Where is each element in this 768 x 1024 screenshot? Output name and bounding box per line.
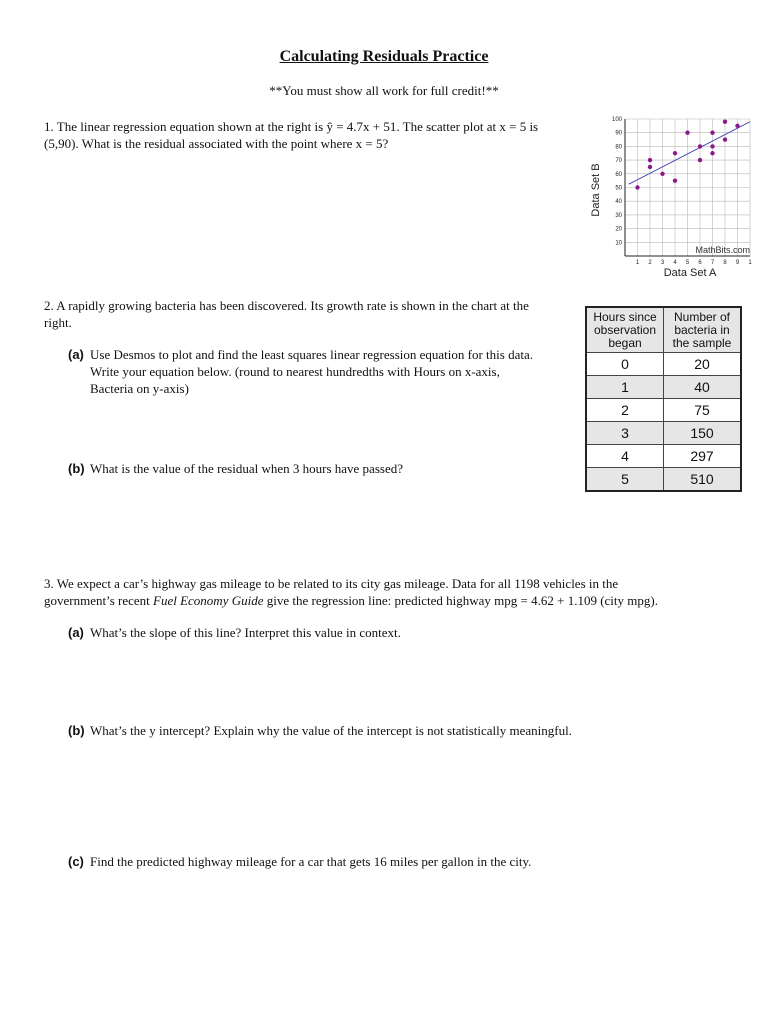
table-cell: 2	[586, 399, 664, 422]
data-point	[723, 120, 727, 124]
question-3-part-c	[68, 853, 748, 870]
chart-grid	[625, 119, 750, 256]
question-1	[44, 118, 574, 152]
y-tick-label: 80	[615, 144, 622, 151]
table-cell: 0	[586, 353, 664, 376]
table-cell: 75	[664, 399, 742, 422]
fuel-economy-guide-title: Fuel Economy Guide	[153, 593, 264, 608]
data-point	[673, 151, 677, 155]
part-a-text: What’s the slope of this line? Interpret this value in context.	[90, 625, 401, 640]
y-tick-label: 40	[615, 199, 622, 206]
y-tick-labels	[612, 117, 623, 246]
x-tick-label: 3	[660, 260, 665, 266]
question-1-line-1: 1. The linear regression equation shown at the right is ŷ = 4.7x + 51. The scatter plot at x = 5 is	[44, 119, 539, 134]
table-cell: 297	[664, 445, 742, 468]
y-tick-label: 10	[615, 240, 622, 247]
part-a-line-2: Write your equation below. (round to nearest hundredths with Hours on x-axis,	[90, 364, 500, 379]
column-header-bacteria: Number of bacteria in the sample	[664, 307, 742, 353]
data-point	[660, 172, 664, 176]
part-b-text: What’s the y intercept? Explain why the value of the intercept is not statistically meaningful.	[90, 723, 572, 738]
question-3-part-b	[68, 722, 748, 739]
question-3-line-1: 3. We expect a car’s highway gas mileage to be related to its city gas mileage. Data for all 1198 vehicles in the	[44, 576, 619, 591]
table-cell: 150	[664, 422, 742, 445]
data-point	[710, 131, 714, 135]
y-tick-label: 100	[611, 117, 622, 123]
question-2-part-a	[68, 346, 568, 397]
bacteria-table	[585, 306, 742, 492]
x-tick-label: 7	[710, 260, 715, 266]
y-tick-label: 50	[615, 185, 622, 192]
x-tick-label: 1	[748, 260, 752, 266]
data-point	[648, 165, 652, 169]
scatter-plot	[585, 112, 757, 282]
part-b-tag: (b)	[68, 461, 85, 476]
part-b-tag: (b)	[68, 723, 85, 738]
question-3-line-2	[44, 592, 744, 609]
x-tick-label: 5	[685, 260, 690, 266]
table-cell: 20	[664, 353, 742, 376]
part-c-text: Find the predicted highway mileage for a car that gets 16 miles per gallon in the city.	[90, 854, 532, 869]
part-a-line-3: Bacteria on y-axis)	[90, 381, 189, 396]
part-a-tag: (a)	[68, 347, 84, 362]
regression-line	[629, 122, 750, 184]
question-3-line-2-end: give the regression line: predicted highway mpg = 4.62 + 1.109 (city mpg).	[263, 593, 658, 608]
table-cell: 5	[586, 468, 664, 492]
question-3-line-2-start: government’s recent	[44, 593, 154, 608]
data-point	[698, 158, 702, 162]
data-point	[735, 124, 739, 128]
question-1-line-2: (5,90). What is the residual associated with the point where x = 5?	[44, 136, 389, 151]
question-2-line-1: 2. A rapidly growing bacteria has been discovered. Its growth rate is shown in the chart at the	[44, 298, 529, 313]
page-title: Calculating Residuals Practice	[279, 48, 489, 65]
question-2-line-2: right.	[44, 315, 72, 330]
data-point	[685, 131, 689, 135]
data-point	[648, 158, 652, 162]
y-axis-label: Data Set B	[590, 163, 602, 217]
y-tick-label: 70	[615, 158, 622, 165]
x-tick-labels	[636, 260, 753, 266]
data-point	[635, 185, 639, 189]
y-tick-label: 30	[615, 212, 622, 219]
x-tick-label: 1	[635, 260, 640, 266]
part-b-text: What is the value of the residual when 3 hours have passed?	[90, 461, 403, 476]
x-axis-label: Data Set A	[663, 267, 717, 279]
instructions: **You must show all work for full credit!**	[269, 83, 499, 98]
data-point	[698, 144, 702, 148]
question-3	[44, 575, 744, 609]
data-point	[710, 151, 714, 155]
part-a-tag: (a)	[68, 625, 84, 640]
question-2	[44, 297, 574, 331]
table-cell: 1	[586, 376, 664, 399]
column-header-hours: Hours since observation began	[586, 307, 664, 353]
part-c-tag: (c)	[68, 854, 84, 869]
table-cell: 510	[664, 468, 742, 492]
x-tick-label: 4	[673, 260, 677, 266]
question-2-part-b	[68, 460, 568, 477]
watermark-label: MathBits.com	[695, 245, 750, 255]
data-point	[673, 178, 677, 182]
data-point	[710, 144, 714, 148]
part-a-line-1: Use Desmos to plot and find the least squares linear regression equation for this data.	[90, 347, 533, 362]
y-tick-label: 60	[615, 171, 622, 178]
y-tick-label: 20	[615, 226, 622, 233]
x-tick-label: 9	[735, 260, 740, 266]
table-cell: 4	[586, 445, 664, 468]
question-3-part-a	[68, 624, 748, 641]
y-tick-label: 90	[615, 130, 622, 137]
x-tick-label: 8	[723, 260, 727, 266]
x-tick-label: 6	[698, 260, 702, 266]
data-point	[723, 137, 727, 141]
x-tick-label: 2	[648, 260, 652, 266]
table-cell: 40	[664, 376, 742, 399]
table-cell: 3	[586, 422, 664, 445]
